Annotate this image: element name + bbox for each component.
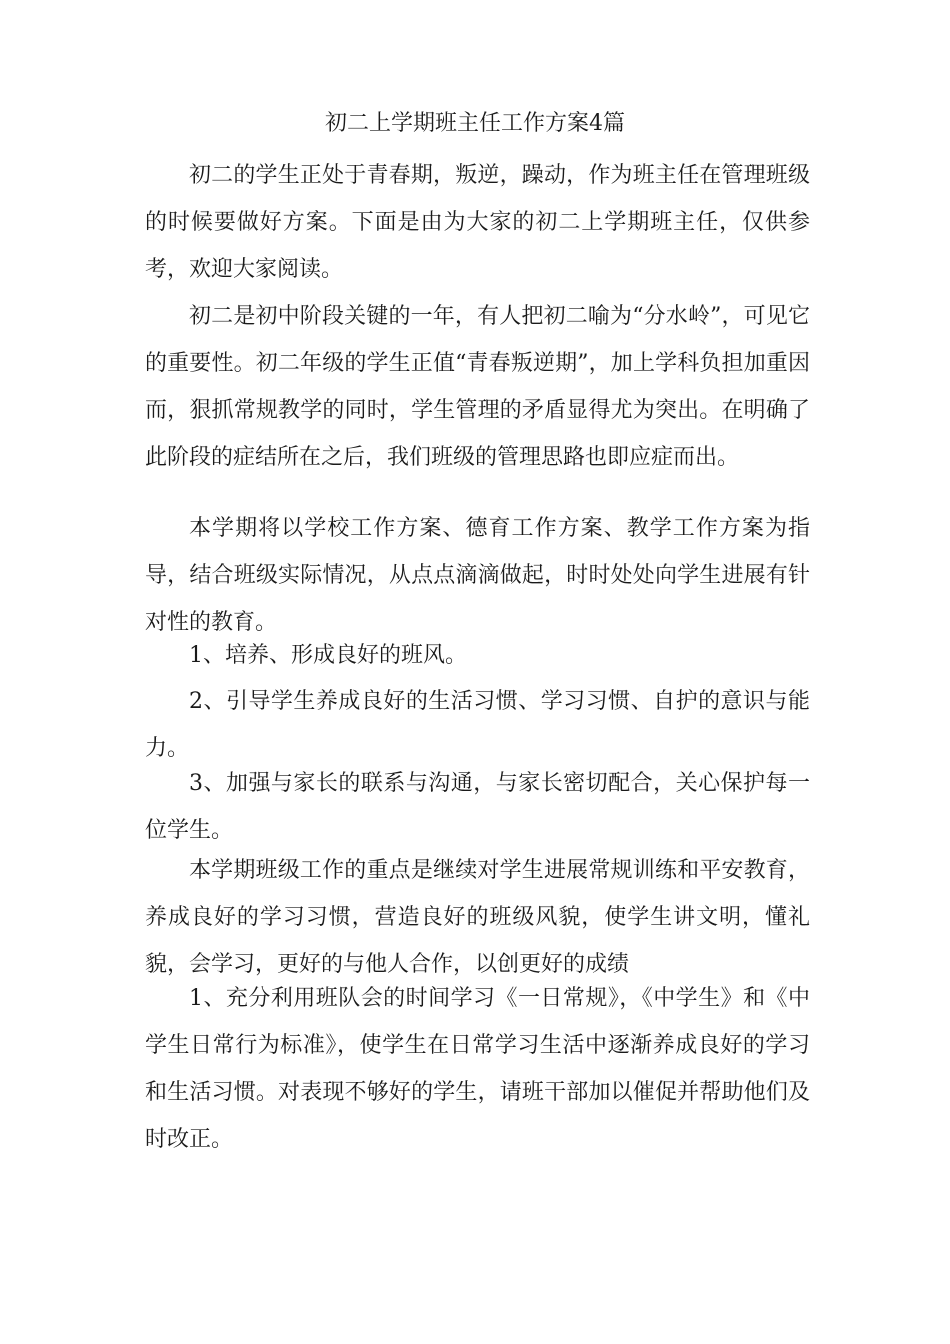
measure-item-1: 1、充分利用班队会的时间学习《一日常规》，《中学生》和《中学生日常行为标准》，使学生在日常学习生活中逐渐养成良好的学习和生活习惯。对表现不够好的学生，请班干部加以催促并帮助他们及时改正。	[145, 986, 810, 1152]
paragraph-work-focus: 本学期班级工作的重点是继续对学生进展常规训练和平安教育，养成良好的学习习惯，营造良好的班级风貌，使学生讲文明，懂礼貌，会学习，更好的与他人合作，以创更好的成绩	[145, 858, 810, 977]
paragraph-semester-guidance: 本学期将以学校工作方案、德育工作方案、教学工作方案为指导，结合班级实际情况，从点点滴滴做起，时时处处向学生进展有针对性的教育。	[145, 516, 810, 635]
paragraph-intro: 初二的学生正处于青春期，叛逆，躁动，作为班主任在管理班级的时候要做好方案。下面是由为大家的初二上学期班主任，仅供参考，欢迎大家阅读。	[145, 163, 810, 282]
paragraph-grade-two-importance: 初二是初中阶段关键的一年，有人把初二喻为“分水岭”，可见它的重要性。初二年级的学生正值“青春叛逆期”，加上学科负担加重因而，狠抓常规教学的同时，学生管理的矛盾显得尤为突出。在明确了此阶段的症结所在之后，我们班级的管理思路也即应症而出。	[145, 304, 810, 470]
goal-item-1: 1、培养、形成良好的班风。	[189, 643, 467, 668]
document-title: 初二上学期班主任工作方案4篇	[325, 111, 625, 136]
goal-item-3: 3、加强与家长的联系与沟通，与家长密切配合，关心保护每一位学生。	[145, 771, 810, 843]
goal-item-2: 2、引导学生养成良好的生活习惯、学习习惯、自护的意识与能力。	[145, 689, 810, 761]
